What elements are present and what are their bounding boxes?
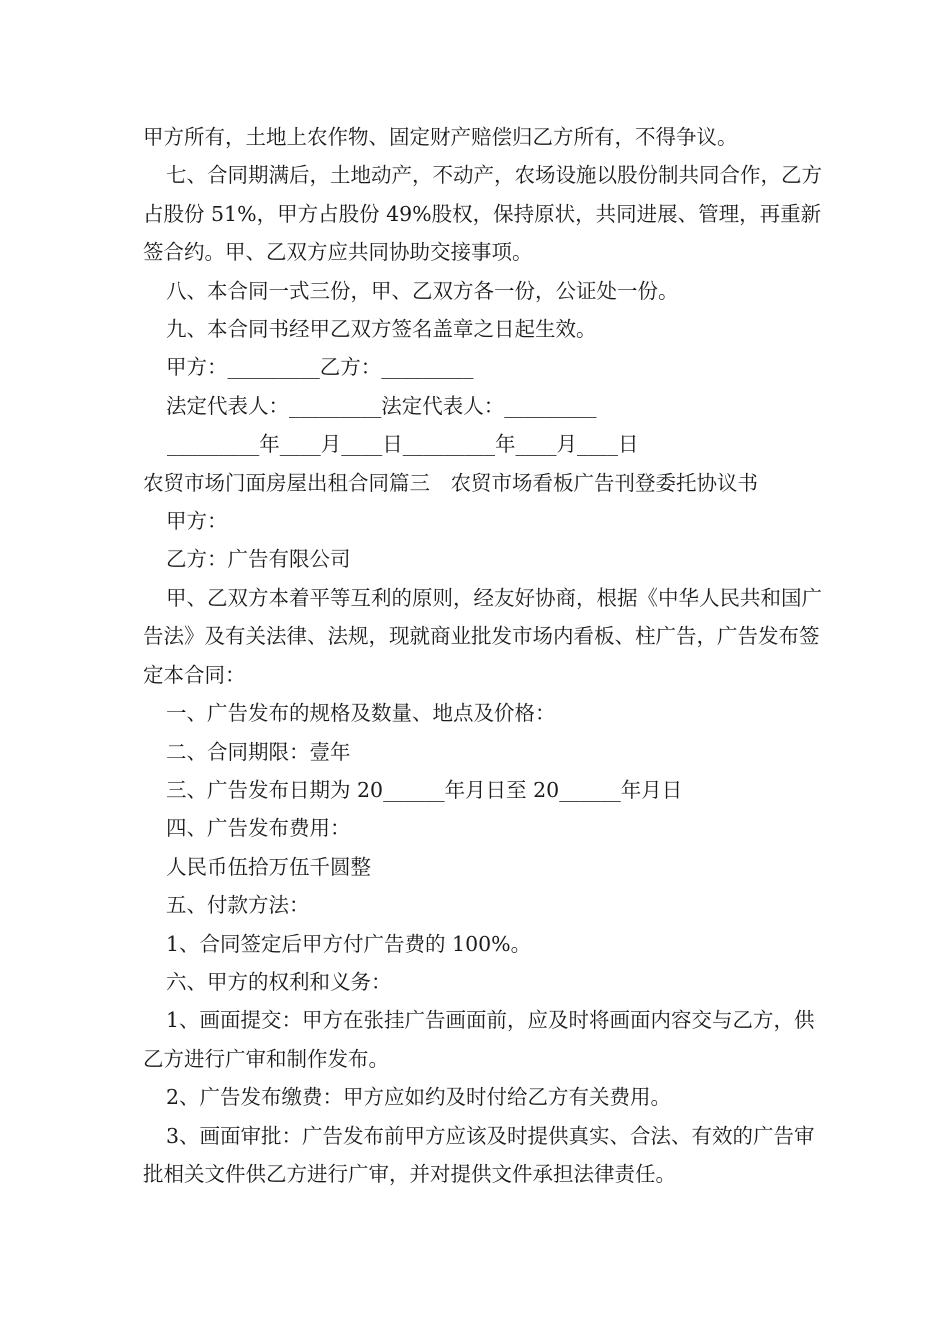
paragraph-item-3: 三、广告发布日期为 20______年月日至 20______年月日 xyxy=(166,777,683,802)
section-heading: 农贸市场门面房屋出租合同篇三 农贸市场看板广告刊登委托协议书 xyxy=(143,470,758,495)
paragraph-item-4: 四、广告发布费用： xyxy=(166,816,351,841)
paragraph-preamble: 甲、乙双方本着平等互利的原则，经友好协商，根据《中华人民共和国广告法》及有关法律、法规，现就商业批发市场内看板、柱广告，广告发布签定本合同： xyxy=(143,585,822,687)
party-a-line: 甲方： xyxy=(166,509,228,534)
paragraph-fee-amount: 人民币伍拾万伍千圆整 xyxy=(166,854,371,879)
signature-date-line: _________年____月____日_________年____月____日 xyxy=(167,432,639,457)
paragraph-item-5: 五、付款方法： xyxy=(166,893,310,918)
document-body xyxy=(143,118,823,1193)
paragraph-duty-3: 3、画面审批：广告发布前甲方应该及时提供真实、合法、有效的广告审批相关文件供乙方进行广审，并对提供文件承担法律责任。 xyxy=(143,1123,815,1186)
paragraph-duty-2: 2、广告发布缴费：甲方应如约及时付给乙方有关费用。 xyxy=(166,1085,672,1110)
paragraph: 甲方所有，土地上农作物、固定财产赔偿归乙方所有，不得争议。 xyxy=(143,125,738,149)
paragraph-payment-1: 1、合同签定后甲方付广告费的 100%。 xyxy=(166,931,532,956)
paragraph-clause-7: 七、合同期满后，土地动产，不动产，农场设施以股份制共同合作，乙方占股份 51%，甲方占股份 49%股权，保持原状，共同进展、管理，再重新签合约。甲、乙双方应共同协助交接事项。 xyxy=(143,163,822,265)
party-b-line: 乙方：广告有限公司 xyxy=(166,547,351,572)
signature-representatives-line: 法定代表人：_________法定代表人：_________ xyxy=(166,393,597,418)
paragraph-item-2: 二、合同期限：壹年 xyxy=(166,739,351,764)
paragraph-item-1: 一、广告发布的规格及数量、地点及价格： xyxy=(166,701,556,726)
paragraph-item-6: 六、甲方的权利和义务： xyxy=(166,969,392,994)
paragraph-clause-8: 八、本合同一式三份，甲、乙双方各一份，公证处一份。 xyxy=(166,278,679,303)
paragraph-clause-9: 九、本合同书经甲乙双方签名盖章之日起生效。 xyxy=(166,317,597,342)
signature-parties-line: 甲方：_________乙方：_________ xyxy=(166,355,474,380)
paragraph-duty-1: 1、画面提交：甲方在张挂广告画面前，应及时将画面内容交与乙方，供乙方进行广审和制作发布。 xyxy=(143,1008,815,1071)
